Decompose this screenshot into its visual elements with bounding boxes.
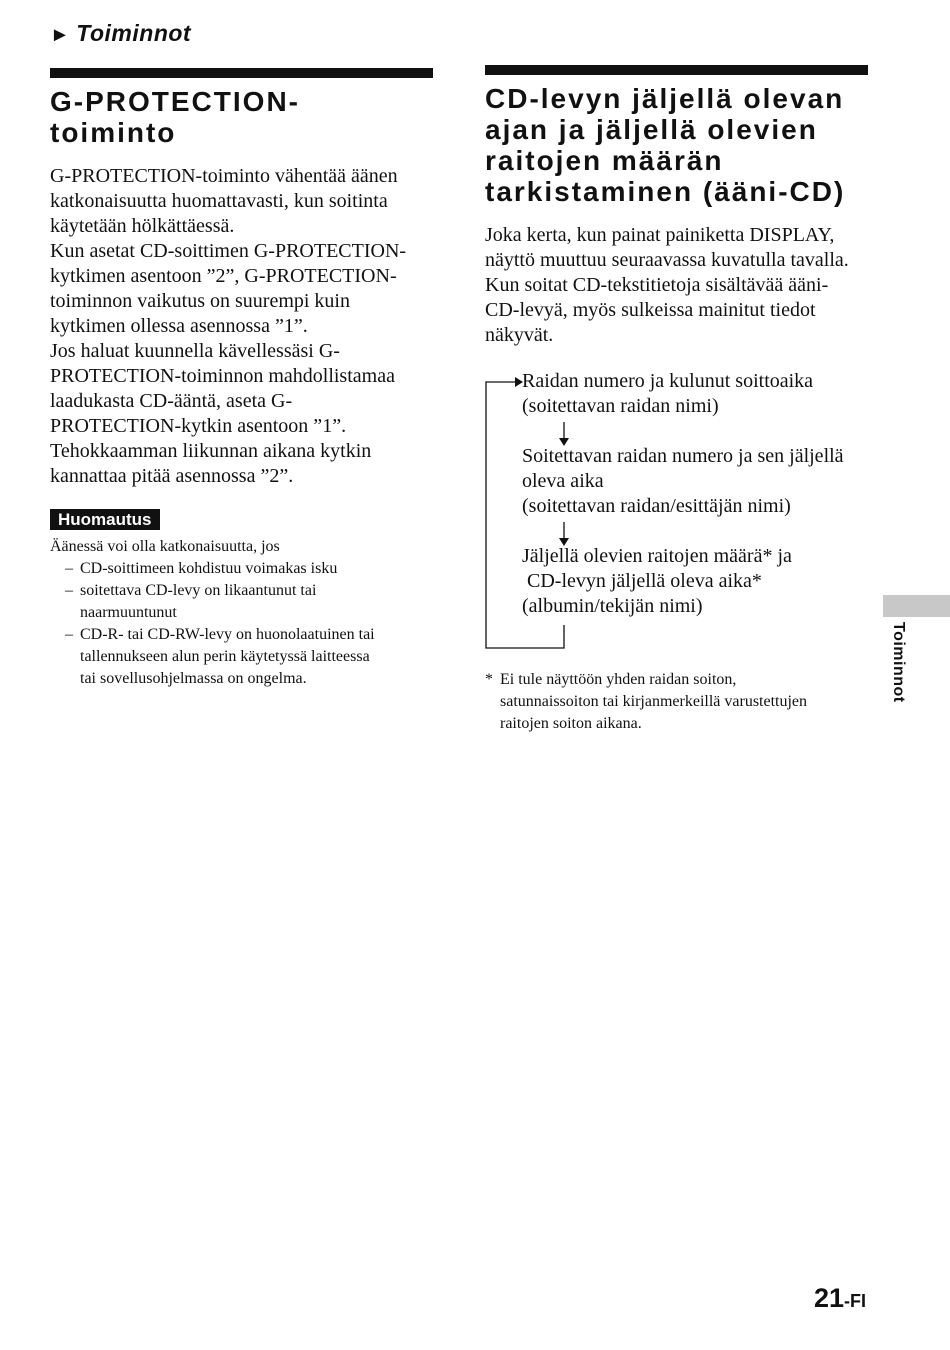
text-line: CD-levyn jäljellä oleva aika* xyxy=(522,570,762,592)
text-line: CD-soittimeen kohdistuu voimakas isku xyxy=(80,560,338,577)
page-number-suffix: -FI xyxy=(844,1291,866,1311)
text-line: G-PROTECTION-toiminto vähentää äänen xyxy=(50,165,398,187)
text-line: (soitettavan raidan nimi) xyxy=(522,395,719,417)
note-list xyxy=(50,558,433,690)
footnote-mark: * xyxy=(485,671,493,688)
paragraph xyxy=(485,223,868,348)
text-line: laadukasta CD-ääntä, aseta G- xyxy=(50,390,293,412)
text-line: PROTECTION-toiminnon mahdollistamaa xyxy=(50,365,395,387)
paragraph xyxy=(50,239,433,339)
text-line: tallennukseen alun perin käytetyssä laitteessa xyxy=(80,648,370,665)
section-header xyxy=(50,20,191,47)
right-title-rule xyxy=(485,65,868,75)
right-title xyxy=(485,83,868,207)
title-line: G-PROTECTION- xyxy=(50,86,300,117)
text-line: Soitettavan raidan numero ja sen jäljellä xyxy=(522,445,844,467)
text-line: tai sovellusohjelmassa on ongelma. xyxy=(80,670,307,687)
text-line: Raidan numero ja kulunut soittoaika xyxy=(522,370,814,392)
side-thumb-tab xyxy=(883,595,950,617)
side-tab-label: Toiminnot xyxy=(890,622,907,703)
text-line: Kun soitat CD-tekstitietoja sisältävää ääni- xyxy=(485,274,829,296)
text-line: toiminnon vaikutus on suurempi kuin xyxy=(50,290,350,312)
text-line: kytkimen asentoon ”2”, G-PROTECTION- xyxy=(50,265,397,287)
text-line: katkonaisuutta huomattavasti, kun soitinta xyxy=(50,190,388,212)
paragraph xyxy=(50,339,433,439)
title-line: ajan ja jäljellä olevien xyxy=(485,114,818,145)
left-title xyxy=(50,86,433,148)
text-line: (albumin/tekijän nimi) xyxy=(522,595,703,617)
flow-step xyxy=(522,369,813,419)
list-item xyxy=(50,624,433,690)
footnote xyxy=(485,669,875,735)
list-item xyxy=(50,580,433,624)
section-header-label: Toiminnot xyxy=(76,20,192,46)
title-line: tarkistaminen (ääni-CD) xyxy=(485,176,846,207)
text-line: käytetään hölkättäessä. xyxy=(50,215,235,237)
title-line: CD-levyn jäljellä olevan xyxy=(485,83,845,114)
text-line: raitojen soiton aikana. xyxy=(500,715,642,732)
note-label: Huomautus xyxy=(50,509,160,530)
text-line: näyttö muuttuu seuraavassa kuvatulla tavalla. xyxy=(485,249,849,271)
left-title-rule xyxy=(50,68,433,78)
left-body-text xyxy=(50,164,433,489)
note-block xyxy=(50,536,433,690)
flow-step xyxy=(522,544,792,619)
paragraph xyxy=(50,439,433,489)
paragraph xyxy=(50,164,433,239)
page-number xyxy=(814,1283,866,1314)
text-line: CD-R- tai CD-RW-levy on huonolaatuinen tai xyxy=(80,626,375,643)
page-number-value: 21 xyxy=(813,1283,844,1313)
text-line: Ei tule näyttöön yhden raidan soiton, xyxy=(500,671,737,688)
note-intro: Äänessä voi olla katkonaisuutta, jos xyxy=(50,538,280,555)
left-column xyxy=(50,68,433,690)
list-item xyxy=(50,558,433,580)
text-line: CD-levyä, myös sulkeissa mainitut tiedot xyxy=(485,299,816,321)
text-line: (soitettavan raidan/esittäjän nimi) xyxy=(522,495,791,517)
text-line: kytkimen ollessa asennossa ”1”. xyxy=(50,315,308,337)
text-line: Jos haluat kuunnella kävellessäsi G- xyxy=(50,340,340,362)
text-line: satunnaissoiton tai kirjanmerkeillä varustettujen xyxy=(500,693,808,710)
text-line: Tehokkaamman liikunnan aikana kytkin xyxy=(50,440,372,462)
text-line: Joka kerta, kun painat painiketta DISPLAY, xyxy=(485,224,835,246)
title-line: raitojen määrän xyxy=(485,145,724,176)
title-line: toiminto xyxy=(50,117,177,148)
right-body-text xyxy=(485,223,868,348)
text-line: Kun asetat CD-soittimen G-PROTECTION- xyxy=(50,240,407,262)
text-line: oleva aika xyxy=(522,470,604,492)
footnote-text xyxy=(485,669,875,735)
text-line: kannattaa pitää asennossa ”2”. xyxy=(50,465,294,487)
play-triangle-icon: ► xyxy=(50,24,71,46)
text-line: naarmuuntunut xyxy=(80,604,177,621)
text-line: PROTECTION-kytkin asentoon ”1”. xyxy=(50,415,347,437)
right-column xyxy=(485,65,868,348)
text-line: Jäljellä olevien raitojen määrä* ja xyxy=(522,545,792,567)
text-line: soitettava CD-levy on likaantunut tai xyxy=(80,582,317,599)
display-cycle-diagram xyxy=(485,368,875,658)
text-line: näkyvät. xyxy=(485,324,554,346)
flow-step xyxy=(522,444,844,519)
